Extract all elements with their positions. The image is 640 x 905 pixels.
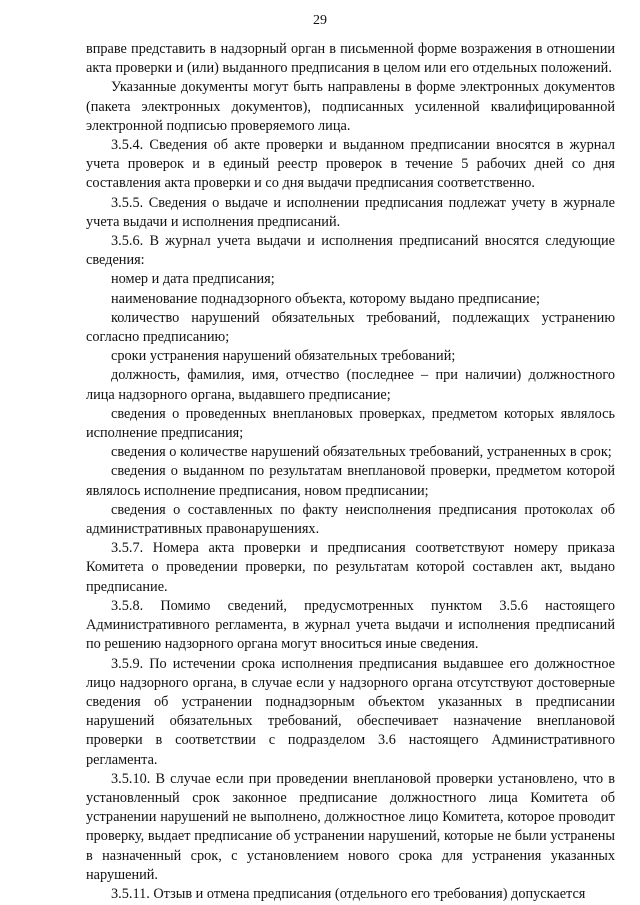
page-number: 29 — [313, 13, 327, 28]
paragraph: 3.5.9. По истечении срока исполнения предписания выдавшее его должностное лицо надзорного органа, в случае если у надзорного органа отсутствуют достоверные сведения об устранении поднадзорным объектом указанных в предписании нарушений обязательных требований, обеспечивает назначение внеплановой проверки в соответствии с подразделом 3.6 настоящего Административного регламента. — [86, 655, 615, 768]
paragraph: 3.5.5. Сведения о выдаче и исполнении предписания подлежат учету в журнале учета выдачи и исполнения предписаний. — [86, 194, 615, 230]
list-item: сведения о выданном по результатам внеплановой проверки, предметом которой являлось исполнение предписания, новом предписании; — [86, 463, 615, 499]
paragraph: Указанные документы могут быть направлены в форме электронных документов (пакета электронных документов), подписанных усиленной квалифицированной электронной подписью проверяемого лица. — [86, 79, 615, 134]
list-item: сведения о составленных по факту неисполнения предписания протоколах об административных правонарушениях. — [86, 501, 615, 538]
list-item: сведения о проведенных внеплановых проверках, предметом которых являлось исполнение предписания; — [86, 405, 615, 442]
paragraph: 3.5.6. В журнал учета выдачи и исполнения предписаний вносятся следующие сведения: — [86, 233, 615, 269]
paragraph: вправе представить в надзорный орган в письменной форме возражения в отношении акта проверки и (или) выданного предписания в целом или его отдельных положений. — [86, 41, 615, 77]
list-item: номер и дата предписания; — [111, 271, 275, 288]
list-item: сведения о количестве нарушений обязательных требований, устраненных в срок; — [111, 444, 612, 461]
paragraph: 3.5.8. Помимо сведений, предусмотренных пунктом 3.5.6 настоящего Административного регламента, в журнал учета выдачи и исполнения предписаний по решению надзорного органа могут вноситься иные сведения. — [86, 597, 615, 653]
paragraph: 3.5.4. Сведения об акте проверки и выданном предписании вносятся в журнал учета проверок и в единый реестр проверок в течение 5 рабочих дней со дня составления акта проверки и со дня выдачи предписания соответственно. — [86, 137, 615, 192]
list-item: сроки устранения нарушений обязательных требований; — [111, 348, 456, 365]
list-item: должность, фамилия, имя, отчество (последнее – при наличии) должностного лица надзорного органа, выдавшего предписание; — [86, 367, 615, 403]
list-item: наименование поднадзорного объекта, которому выдано предписание; — [111, 290, 540, 307]
document-body — [86, 40, 615, 904]
paragraph: 3.5.10. В случае если при проведении внеплановой проверки установлено, что в установленный срок законное предписание должностного лица Комитета об устранении нарушений не выполнено, должностное лицо Комитета, которое проводит проверку, выдает предписание об устранении нарушений, которые не были устранены в назначенный срок, с установлением нового срока для устранения указанных нарушений. — [86, 770, 615, 883]
paragraph: 3.5.11. Отзыв и отмена предписания (отдельного его требования) допускается — [111, 885, 586, 902]
paragraph: 3.5.7. Номера акта проверки и предписания соответствуют номеру приказа Комитета о проведении проверки, по результатам которой составлен акт, выдано предписание. — [86, 540, 615, 595]
list-item: количество нарушений обязательных требований, подлежащих устранению согласно предписанию; — [86, 309, 615, 346]
